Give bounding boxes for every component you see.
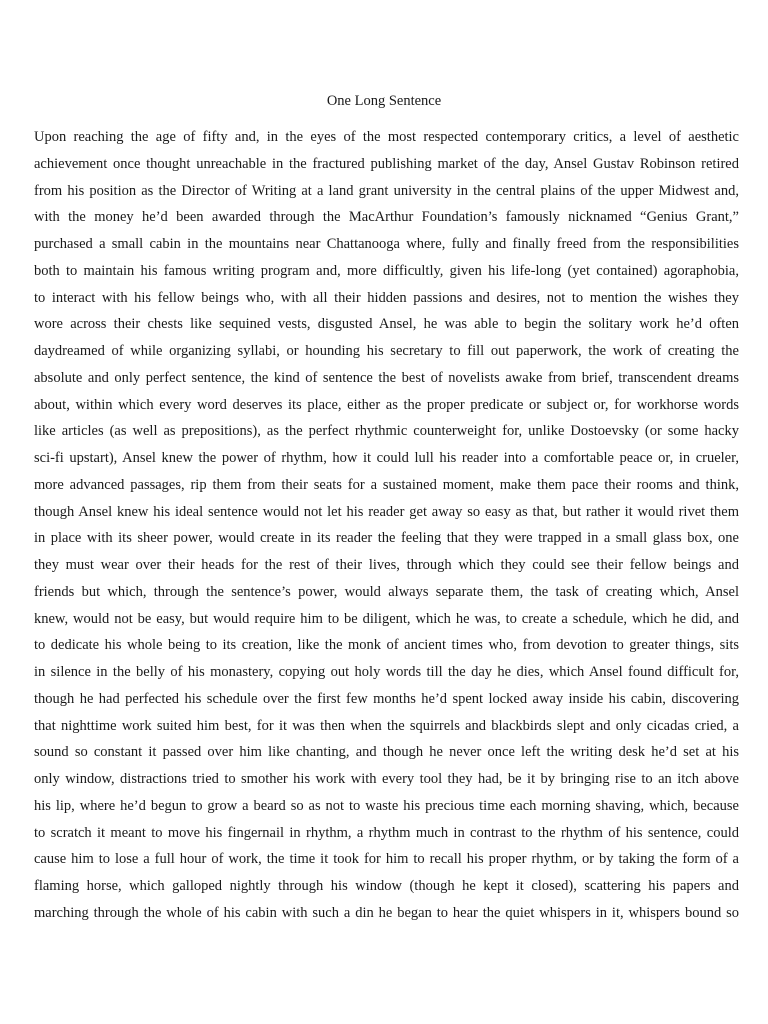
text-line: marching through the whole of his cabin with such a din he began to hear the quiet whispers in it, whispers bound so xyxy=(34,904,739,921)
text-line: friends but which, through the sentence’s power, would always separate them, the task of creating which, Ansel xyxy=(34,583,739,600)
text-line: about, within which every word deserves its place, either as the proper predicate or subject or, for workhorse words xyxy=(34,396,739,413)
text-line: they must wear over their heads for the rest of their lives, through which they could see their fellow beings and xyxy=(34,557,739,573)
text-line: that nighttime work suited him best, for it was then when the squirrels and blackbirds slept and only cicadas cried, a xyxy=(34,717,739,734)
text-line: achievement once thought unreachable in the fractured publishing market of the day, Ansel Gustav Robinson retired xyxy=(34,155,739,172)
text-line: like articles (as well as prepositions), as the perfect rhythmic counterweight for, unlike Dostoevsky (or some hacky xyxy=(34,423,739,440)
text-line: only window, distractions tried to smother his work with every tool they had, be it by bringing rise to an itch above xyxy=(34,771,739,787)
text-line: flaming horse, which galloped nightly through his window (though he kept it closed), scattering his papers and xyxy=(34,878,739,894)
text-line: wore across their chests like sequined vests, disgusted Ansel, he was able to begin the solitary work he’d often xyxy=(34,316,739,333)
text-line: though he had perfected his schedule over the first few months he’d spent locked away inside his cabin, discovering xyxy=(34,690,739,707)
text-line: though Ansel knew his ideal sentence would not let his reader get away so easy as that, but rather it would rivet them xyxy=(34,503,739,520)
text-line: sci-fi upstart), Ansel knew the power of rhythm, how it could lull his reader into a comfortable peace or, in crueler, xyxy=(34,450,739,466)
text-line: from his position as the Director of Writing at a land grant university in the central plains of the upper Midwest and, xyxy=(34,182,739,199)
text-line: to dedicate his whole being to its creation, like the monk of ancient times who, from devotion to greater things, sits xyxy=(34,637,739,654)
text-line: to scratch it meant to move his fingernail in rhythm, a rhythm much in contrast to the rhythm of his sentence, could xyxy=(34,824,739,841)
text-line: Upon reaching the age of fifty and, in the eyes of the most respected contemporary critics, a level of aesthetic xyxy=(34,129,739,145)
text-line: daydreamed of while organizing syllabi, or hounding his secretary to fill out paperwork, the work of creating the xyxy=(34,343,739,359)
text-line: his lip, where he’d begun to grow a beard so as not to waste his precious time each morning shaving, which, because xyxy=(34,797,739,814)
text-line: in place with its sheer power, would create in its reader the feeling that they were trapped in a small glass box, one xyxy=(34,530,739,547)
text-line: both to maintain his famous writing program and, more difficultly, given his life-long (yet contained) agoraphobia, xyxy=(34,262,739,279)
text-line: more advanced passages, rip them from their seats for a sustained moment, make them pace their rooms and think, xyxy=(34,476,739,493)
text-line: knew, would not be easy, but would require him to be diligent, which he was, to create a schedule, which he did, and xyxy=(34,610,739,627)
text-line: in silence in the belly of his monastery, copying out holy words till the day he dies, which Ansel found difficult for, xyxy=(34,664,739,680)
text-line: to interact with his fellow beings who, with all their hidden passions and desires, not to mention the wishes they xyxy=(34,289,739,306)
text-line: with the money he’d been awarded through the MacArthur Foundation’s famously nicknamed “Genius Grant,” xyxy=(34,209,739,226)
text-line: sound so constant it passed over him like chanting, and though he never once left the writing desk he’d set at his xyxy=(34,744,739,761)
text-line: absolute and only perfect sentence, the kind of sentence the best of novelists awake from brief, transcendent dreams xyxy=(34,369,739,386)
page-title: One Long Sentence xyxy=(326,93,442,109)
body-paragraph xyxy=(34,124,739,927)
text-line: cause him to lose a full hour of work, the time it took for him to recall his proper rhythm, or by taking the form of a xyxy=(34,851,739,868)
text-line: purchased a small cabin in the mountains near Chattanooga where, fully and finally freed from the responsibilities xyxy=(34,236,739,252)
